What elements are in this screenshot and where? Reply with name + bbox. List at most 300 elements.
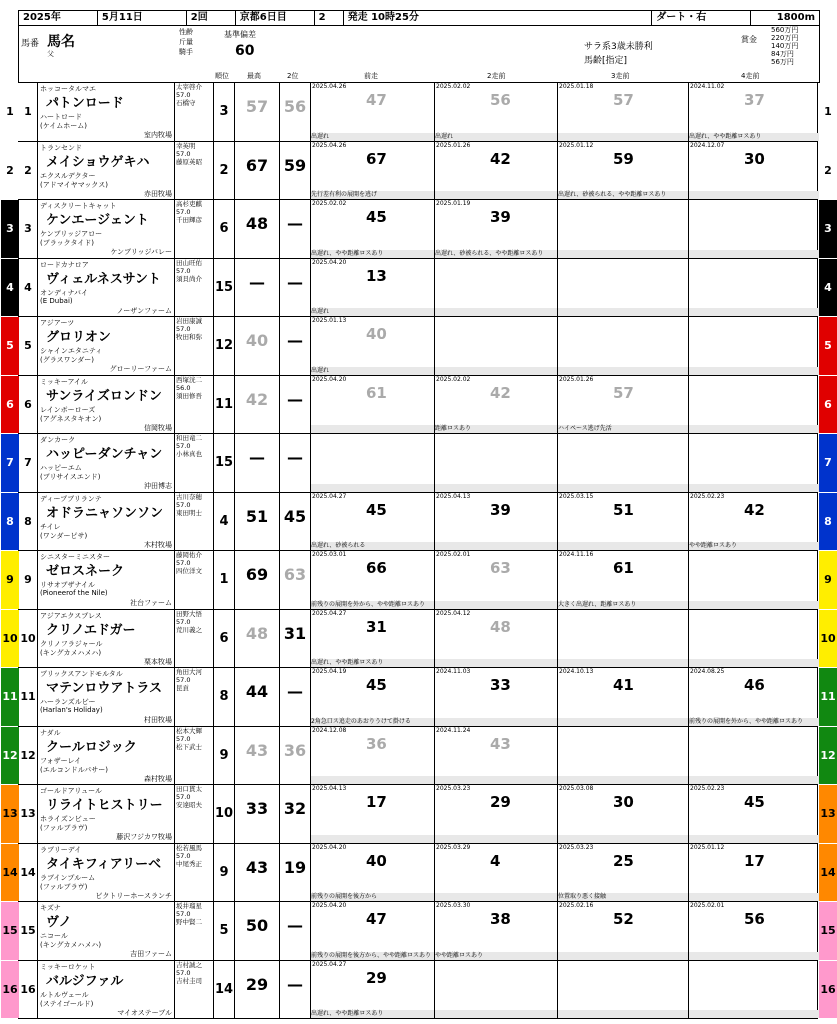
best-score-cell xyxy=(235,83,280,141)
waku-right: 3 xyxy=(819,200,837,258)
second-score-cell xyxy=(280,259,311,317)
dam-name: エクスルデクター xyxy=(40,171,96,180)
race-date: 2025.04.20 xyxy=(312,375,347,383)
breeder-name: 村田牧場 xyxy=(144,716,172,724)
broodmare-sire: (E Dubai) xyxy=(40,296,73,305)
race-note xyxy=(435,542,557,550)
race-note xyxy=(311,425,434,433)
dam-name: クリノフラジャール xyxy=(40,639,103,648)
race-score: 57 xyxy=(613,91,634,109)
horse-name[interactable]: パトンロード xyxy=(46,96,124,111)
horse-number: 10 xyxy=(19,610,38,668)
jockey-name: 古川奈穂 xyxy=(176,492,202,501)
past-race-p4 xyxy=(689,551,819,609)
second-score: — xyxy=(287,214,303,233)
race-note xyxy=(558,367,688,375)
broodmare-sire: (ブラックタイド) xyxy=(40,239,95,247)
second-score-cell xyxy=(280,610,311,668)
horse-name[interactable]: クリノエドガー xyxy=(46,622,136,638)
race-note: 出遅れ、砂被られる、やや距離ロスあり xyxy=(558,191,688,199)
race-note: 出遅れ、やや距離ロスあり xyxy=(311,659,434,667)
weight-label: 斤量 xyxy=(179,38,193,46)
sire-name: ミッキーロケット xyxy=(40,962,96,971)
carried-weight: 57.0 xyxy=(176,208,191,216)
breeder-name: ケンブリッジバレー xyxy=(110,248,172,256)
race-year: 2025年 xyxy=(19,11,98,25)
rank-order: 2 xyxy=(214,142,235,200)
race-score: 13 xyxy=(366,266,387,285)
rank-order: 11 xyxy=(214,376,235,434)
race-score: 25 xyxy=(613,851,634,870)
broodmare-sire: (ワンダーピサ) xyxy=(40,531,88,540)
trainer-name: 四位洋文 xyxy=(176,567,202,575)
rank-order: 15 xyxy=(214,434,235,492)
race-note: 前残りの展開を外から、やや距離ロスあり xyxy=(311,601,434,609)
hensa-value: 60 xyxy=(235,43,255,59)
past-race-p2 xyxy=(435,551,558,609)
sire-name: ナダル xyxy=(40,728,61,737)
race-score: 39 xyxy=(490,500,511,519)
past-race-p1 xyxy=(311,961,435,1019)
prize-3: 140万円 xyxy=(771,42,799,50)
race-date: 2025.02.01 xyxy=(436,551,471,558)
race-note: やや距離ロスあり xyxy=(435,952,557,960)
race-note xyxy=(311,835,434,843)
horse-row xyxy=(2,609,836,669)
second-score: — xyxy=(287,974,303,994)
race-date: 2025.03.08 xyxy=(559,785,594,792)
waku-right: 1 xyxy=(819,83,837,141)
race-score: 17 xyxy=(366,793,387,811)
breeder-name: 室内牧場 xyxy=(144,131,172,139)
race-note xyxy=(558,308,688,316)
best-score: 40 xyxy=(245,331,269,350)
race-note: 前残りの展開を後方から、やや距離ロスあり xyxy=(311,952,434,960)
horse-row xyxy=(2,960,836,1020)
race-score: 39 xyxy=(490,208,511,226)
race-date: 2025.02.02 xyxy=(436,83,471,90)
second-score-cell xyxy=(280,961,311,1019)
horse-number: 9 xyxy=(19,551,38,609)
broodmare-sire: (ブリサイスエンド) xyxy=(40,473,101,481)
horse-name[interactable]: サンライズロンドン xyxy=(46,388,162,404)
best-score-cell xyxy=(235,317,280,375)
sire-name: ディープブリランテ xyxy=(40,494,102,503)
waku-right: 10 xyxy=(819,610,837,668)
horse-number: 14 xyxy=(19,844,38,902)
waku-left: 14 xyxy=(1,844,19,902)
waku-left: 15 xyxy=(1,902,19,960)
dam-name: リサオブザナイル xyxy=(40,581,96,589)
race-score: 31 xyxy=(366,617,387,636)
horse-name[interactable]: グロリオン xyxy=(46,330,111,345)
second-score: — xyxy=(287,448,303,467)
race-score: 63 xyxy=(490,559,511,577)
race-note xyxy=(435,893,557,901)
race-kai: 2回 xyxy=(187,11,236,25)
horse-name[interactable]: ゼロスネーク xyxy=(46,564,125,579)
race-note: ハイペース逃げ先活 xyxy=(558,425,688,433)
second-score-cell xyxy=(280,785,311,843)
carried-weight: 57.0 xyxy=(176,91,191,99)
race-date: 2025.03.01 xyxy=(312,551,347,558)
waku-right: 2 xyxy=(819,142,837,200)
past-race-p1 xyxy=(311,376,435,434)
breeder-name: 栗本牧場 xyxy=(144,657,172,666)
sire-name: ブリックスアンドモルタル xyxy=(40,670,123,678)
past-race-p2 xyxy=(435,200,558,258)
horse-name[interactable]: バルジファル xyxy=(46,973,124,989)
past-race-p3 xyxy=(558,317,689,375)
trainer-name: 東田明士 xyxy=(176,508,202,517)
race-note xyxy=(558,250,688,258)
horse-name[interactable]: クールロジック xyxy=(46,739,137,755)
prize-4: 84万円 xyxy=(771,50,794,58)
race-note xyxy=(558,133,688,141)
horse-name[interactable]: ケンエージェント xyxy=(46,213,149,228)
race-note xyxy=(689,835,819,843)
race-score: 17 xyxy=(744,851,765,870)
dam-name: フォザーレイ xyxy=(40,756,82,765)
rank-order: 1 xyxy=(214,551,235,609)
horse-info xyxy=(38,551,175,609)
past-race-p1 xyxy=(311,142,435,200)
jockey-name: 高杉吏麒 xyxy=(176,200,202,208)
race-date: 2025.04.12 xyxy=(436,609,471,617)
race-date: 2025.02.16 xyxy=(559,902,594,909)
rank-order: 4 xyxy=(214,493,235,551)
past-race-p3 xyxy=(558,844,689,902)
prize-label: 賞金 xyxy=(741,35,757,44)
race-note: 先行差有利の展開を逃げ xyxy=(311,191,434,199)
race-date: 2025.04.26 xyxy=(312,141,347,149)
race-date: 2025.03.23 xyxy=(436,785,471,792)
jockey-info xyxy=(175,259,214,317)
race-date: 2025.02.01 xyxy=(690,902,725,909)
breeder-name: 沖田博志 xyxy=(144,482,172,490)
race-score: 52 xyxy=(613,910,634,928)
past-race-p2 xyxy=(435,785,558,843)
past-race-p3 xyxy=(558,434,689,492)
dam-name: ニコール xyxy=(40,932,68,940)
second-score-cell xyxy=(280,727,311,785)
race-score: 48 xyxy=(490,617,511,636)
past-race-p3 xyxy=(558,259,689,317)
horse-name[interactable]: オドラニャソンソン xyxy=(46,505,164,521)
race-note: 位置取り悪く接触 xyxy=(558,893,688,901)
horse-name[interactable]: ハッピーダンチャン xyxy=(46,447,163,462)
horse-name[interactable]: タイキフィアリーベ xyxy=(46,856,162,872)
prize-1: 560万円 xyxy=(771,26,799,34)
race-score: 29 xyxy=(366,968,387,987)
trainer-name: 千田輝彦 xyxy=(176,216,202,224)
horse-name[interactable]: マテンロウアトラス xyxy=(46,681,162,696)
trainer-name: 藤原英昭 xyxy=(176,157,202,166)
waku-left: 9 xyxy=(1,551,19,609)
race-note xyxy=(435,367,557,375)
race-score: 29 xyxy=(490,793,511,811)
race-score: 43 xyxy=(490,734,511,753)
past-race-p3 xyxy=(558,493,689,551)
trainer-name: 松下武士 xyxy=(176,742,202,751)
past-race-p4 xyxy=(689,142,819,200)
race-note xyxy=(435,601,557,609)
waku-right: 14 xyxy=(819,844,837,902)
waku-right: 12 xyxy=(819,727,837,785)
rank-order: 10 xyxy=(214,785,235,843)
carried-weight: 57.0 xyxy=(176,442,191,450)
horse-row xyxy=(6,375,832,435)
race-note xyxy=(689,659,819,667)
race-score: 36 xyxy=(366,734,387,753)
horse-name[interactable]: リライトヒストリー xyxy=(46,798,163,813)
broodmare-sire: (アグネスタキオン) xyxy=(40,414,102,423)
past-race-p3 xyxy=(558,727,689,785)
rank-order: 8 xyxy=(214,668,235,726)
race-note: 出遅れ、砂被られる、やや距離ロスあり xyxy=(435,250,557,258)
race-note xyxy=(689,191,819,199)
past-race-p1 xyxy=(311,493,435,551)
second-score: 59 xyxy=(283,155,307,175)
rank-order: 5 xyxy=(214,902,235,960)
race-score: 37 xyxy=(744,91,765,109)
second-label: 2位 xyxy=(287,72,299,80)
past-race-p1 xyxy=(311,434,435,492)
sire-name: アジアーツ xyxy=(40,319,75,327)
race-note xyxy=(435,484,557,492)
race-header xyxy=(18,10,820,26)
best-score-cell xyxy=(235,493,280,551)
trainer-name: 野中賢二 xyxy=(176,918,202,926)
waku-left: 16 xyxy=(1,961,19,1019)
horse-info xyxy=(38,844,175,902)
sire-name: キズナ xyxy=(40,904,61,912)
race-note xyxy=(435,718,557,726)
breeder-name: 信岡牧場 xyxy=(144,423,172,432)
race-score: 4 xyxy=(490,851,501,870)
horse-number: 11 xyxy=(19,668,38,726)
trainer-name: 昆貢 xyxy=(176,684,189,692)
race-note xyxy=(558,659,688,667)
carried-weight: 57.0 xyxy=(176,500,191,509)
dam-name: シャインエタニティ xyxy=(40,347,103,355)
race-note xyxy=(689,893,819,901)
sire-name: トランセンド xyxy=(40,143,82,152)
second-score: 56 xyxy=(283,97,307,116)
jockey-label: 騎手 xyxy=(179,48,193,56)
race-note xyxy=(311,776,434,784)
race-note: 出遅れ、やや距離ロスあり xyxy=(311,1010,434,1018)
prev4-label: 4走前 xyxy=(741,72,760,80)
best-score-cell xyxy=(235,961,280,1019)
race-date: 2025.03.15 xyxy=(559,492,594,500)
horse-row xyxy=(2,843,836,903)
sire-name: ミッキーアイル xyxy=(40,377,88,386)
horse-row xyxy=(6,492,832,552)
past-race-p2 xyxy=(435,83,558,141)
breeder-name: 木村牧場 xyxy=(144,540,172,549)
second-score-cell xyxy=(280,902,311,960)
race-date: 2025.01.19 xyxy=(436,200,471,207)
race-date: 2025.04.26 xyxy=(312,83,347,90)
race-note xyxy=(558,1010,688,1018)
waku-left: 4 xyxy=(1,259,19,317)
best-score: 42 xyxy=(245,389,269,409)
race-score: 30 xyxy=(613,793,634,811)
past-race-p2 xyxy=(435,317,558,375)
jockey-name: 田山旺佑 xyxy=(176,258,202,267)
jockey-info xyxy=(175,844,214,902)
past-race-p3 xyxy=(558,785,689,843)
waku-right: 16 xyxy=(819,961,837,1019)
race-note: 出遅れ、やや距離ロスあり xyxy=(311,250,434,258)
race-score: 30 xyxy=(744,149,765,168)
dam-name: オンディナバイ xyxy=(40,288,89,297)
second-score: — xyxy=(287,272,303,292)
carried-weight: 57.0 xyxy=(176,851,191,860)
sire-label: 父 xyxy=(47,50,54,58)
horse-info xyxy=(38,493,175,551)
race-date: 5月11日 xyxy=(98,11,187,25)
past-race-p1 xyxy=(311,610,435,668)
race-date: 2025.04.27 xyxy=(312,492,347,500)
best-score: 51 xyxy=(245,506,269,526)
race-score: 47 xyxy=(366,910,387,928)
race-track: ダート・右 xyxy=(652,11,751,25)
sire-name: ゴールドアリュール xyxy=(40,787,103,795)
waku-left: 12 xyxy=(1,727,19,785)
race-date: 2024.12.08 xyxy=(312,726,347,734)
jockey-info xyxy=(175,200,214,258)
race-note xyxy=(558,542,688,550)
race-start: 発走 10時25分 xyxy=(344,11,653,25)
broodmare-sire: (ステイゴールド) xyxy=(40,999,94,1008)
race-score: 61 xyxy=(613,559,634,577)
race-score: 51 xyxy=(613,500,634,519)
jockey-info xyxy=(175,668,214,726)
race-note xyxy=(435,776,557,784)
carried-weight: 57.0 xyxy=(176,266,191,275)
horse-row xyxy=(6,317,832,376)
past-race-p3 xyxy=(558,142,689,200)
horse-info xyxy=(38,142,175,200)
horse-number: 16 xyxy=(19,961,38,1019)
sex-label: 性齢 xyxy=(179,28,193,36)
best-label: 最高 xyxy=(247,72,261,80)
race-score: 66 xyxy=(366,559,387,577)
second-score: 19 xyxy=(283,857,307,877)
horse-label: 馬名 xyxy=(47,34,75,50)
race-score: 33 xyxy=(490,676,511,694)
jockey-info xyxy=(175,83,214,141)
second-score: 45 xyxy=(283,506,307,526)
second-score: — xyxy=(287,331,303,350)
trainer-name: 牧田和弥 xyxy=(176,333,202,341)
race-date: 2025.03.30 xyxy=(436,902,471,909)
horse-info xyxy=(38,259,175,317)
rank-order: 9 xyxy=(214,727,235,785)
horse-number: 8 xyxy=(19,493,38,551)
horse-name[interactable]: メイショウゲキハ xyxy=(46,154,150,170)
race-date: 2025.01.12 xyxy=(690,843,725,851)
past-race-p4 xyxy=(689,727,819,785)
jockey-info xyxy=(175,961,214,1019)
race-note xyxy=(558,952,688,960)
past-race-p1 xyxy=(311,317,435,375)
race-date: 2025.01.26 xyxy=(559,375,594,383)
jockey-name: 松若風馬 xyxy=(176,843,202,852)
race-note xyxy=(689,425,819,433)
broodmare-sire: (Harlan's Holiday) xyxy=(40,706,103,714)
race-note: 出遅れ、やや距離ロスあり xyxy=(689,133,819,141)
race-distance: 1800m xyxy=(776,12,815,23)
waku-left: 8 xyxy=(1,493,19,551)
horse-info xyxy=(38,610,175,668)
race-note xyxy=(435,1010,557,1018)
trainer-name: 石橋守 xyxy=(176,99,196,107)
race-date: 2025.04.20 xyxy=(312,902,347,909)
past-race-p4 xyxy=(689,376,819,434)
second-score: 36 xyxy=(283,740,307,760)
best-score: — xyxy=(249,272,265,292)
race-date: 2025.04.13 xyxy=(312,785,347,792)
carried-weight: 57.0 xyxy=(176,676,191,684)
rank-order: 9 xyxy=(214,844,235,902)
race-date: 2025.01.13 xyxy=(312,317,347,324)
race-note: やや距離ロスあり xyxy=(689,542,819,550)
broodmare-sire: (ファルブラヴ) xyxy=(40,824,88,832)
past-race-p1 xyxy=(311,668,435,726)
second-score-cell xyxy=(280,493,311,551)
breeder-name: 藤沢フジカワ牧場 xyxy=(116,833,172,841)
past-race-p1 xyxy=(311,551,435,609)
horse-name[interactable]: ヴィェルネスサント xyxy=(46,271,161,287)
horse-name[interactable]: ヴノ xyxy=(46,915,72,930)
race-note xyxy=(435,191,557,199)
jockey-name: 西塚洸二 xyxy=(176,375,202,384)
past-race-p3 xyxy=(558,551,689,609)
race-date: 2025.02.02 xyxy=(436,375,471,383)
past-race-p4 xyxy=(689,259,819,317)
race-date: 2025.03.23 xyxy=(559,843,594,851)
column-header xyxy=(18,25,820,83)
trainer-name: 荒川義之 xyxy=(176,625,202,634)
dam-name: ハーランズルビー xyxy=(40,698,96,706)
waku-right: 15 xyxy=(819,902,837,960)
best-score-cell xyxy=(235,551,280,609)
rank-order: 3 xyxy=(214,83,235,141)
waku-right: 4 xyxy=(819,259,837,317)
past-race-p4 xyxy=(689,844,819,902)
best-score: 69 xyxy=(245,565,269,584)
race-note: 前残りの展開を外から、やや距離ロスあり xyxy=(689,718,819,726)
best-score: 57 xyxy=(245,97,269,116)
breeder-name: 社台ファーム xyxy=(130,599,172,607)
sire-name: ラブリーデイ xyxy=(40,845,82,854)
past-race-p4 xyxy=(689,200,819,258)
breeder-name: グローリーファーム xyxy=(109,365,172,373)
horse-row xyxy=(2,902,836,961)
best-score: 44 xyxy=(245,682,269,701)
horse-row xyxy=(6,141,832,201)
past-race-p1 xyxy=(311,785,435,843)
race-note: 出遅れ xyxy=(311,367,434,375)
race-date: 2024.11.24 xyxy=(436,726,471,734)
past-race-p3 xyxy=(558,376,689,434)
best-score-cell xyxy=(235,610,280,668)
rank-order: 6 xyxy=(214,610,235,668)
race-note xyxy=(558,776,688,784)
